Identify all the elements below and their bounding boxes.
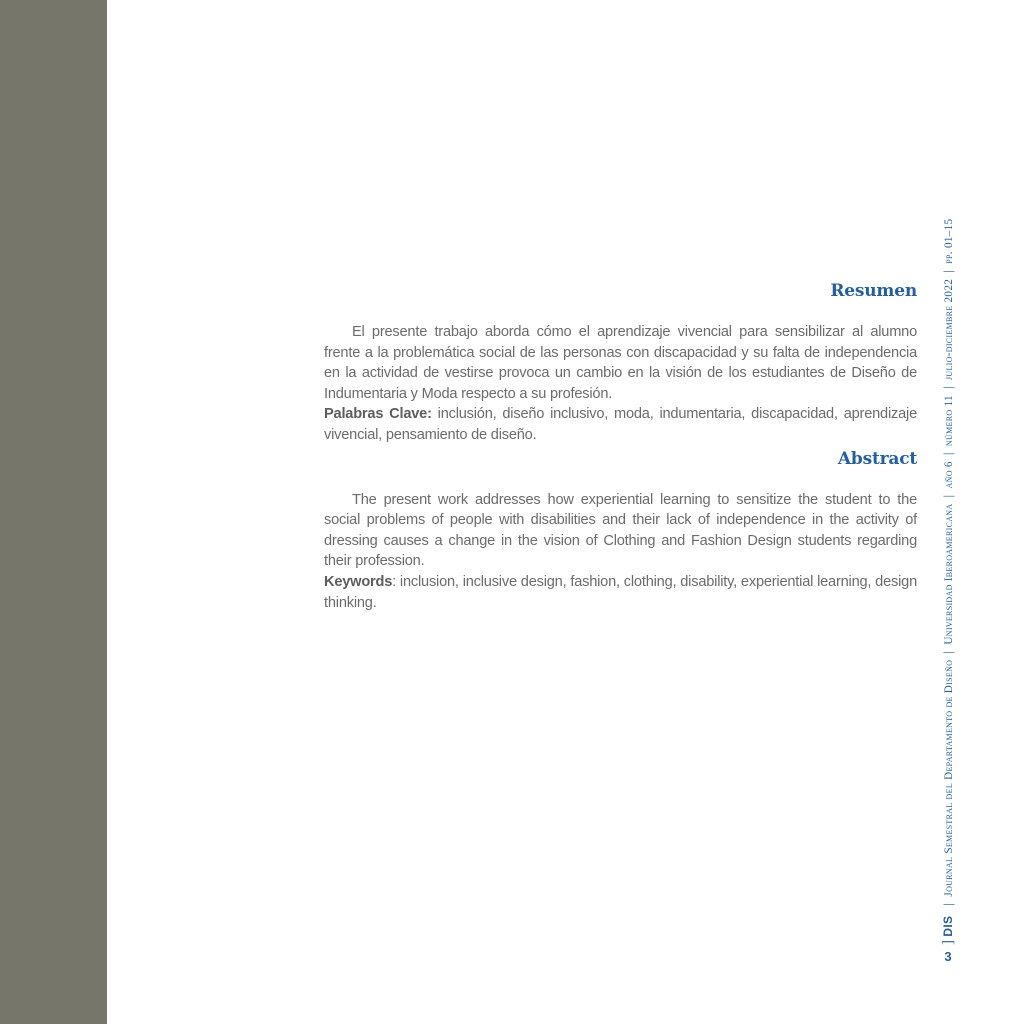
- left-color-band: [0, 0, 107, 1024]
- page-range: pp. 01–15: [943, 218, 955, 264]
- palabras-clave: [324, 404, 917, 445]
- journal-running-header: [936, 219, 961, 945]
- university-name: Universidad Iberoamericana: [943, 503, 955, 645]
- keywords: [324, 572, 917, 613]
- resumen-body: El presente trabajo aborda cómo el aprendizaje vivencial para sensibilizar al alumno frente a la problemática social de las personas con discapacidad y su falta de independencia en la actividad de vestirse provoca un cambio en la visión de los estudiantes de Diseño de Indumentaria y Moda respecto a su profesión.: [324, 324, 917, 402]
- palabras-clave-label: Palabras Clave:: [324, 406, 432, 423]
- year: año 6: [943, 461, 955, 489]
- separator: |: [940, 494, 955, 498]
- keywords-text: : inclusion, inclusive design, fashion, clothing, disability, experiential learning, design thinking.: [324, 573, 917, 611]
- journal-short-name: DIS: [941, 915, 955, 937]
- journal-name: Journal Semestral del Departamento de Diseño: [943, 659, 955, 897]
- separator: |: [940, 269, 955, 273]
- keywords-label: Keywords: [324, 573, 393, 590]
- abstract-heading: Abstract: [837, 448, 917, 469]
- abstract-section: [324, 280, 917, 613]
- issue-number: número 11: [943, 395, 955, 447]
- palabras-clave-text: inclusión, diseño inclusivo, moda, indumentaria, discapacidad, aprendizaje vivencial, pensamiento de diseño.: [324, 406, 917, 443]
- page-number: 3: [944, 949, 952, 964]
- separator: |: [940, 650, 955, 654]
- period: julio-diciembre 2022: [943, 278, 955, 380]
- separator: |: [940, 902, 955, 906]
- bracket-glyph: ]: [940, 939, 956, 945]
- separator: |: [940, 452, 955, 456]
- abstract-body: The present work addresses how experiential learning to sensitize the student to the social problems of people with disabilities and their lack of independence in the activity of dressing causes a change in the vision of Clothing and Fashion Design students regarding their profession.: [324, 491, 917, 570]
- resumen-heading: Resumen: [830, 281, 917, 301]
- separator: |: [940, 386, 955, 390]
